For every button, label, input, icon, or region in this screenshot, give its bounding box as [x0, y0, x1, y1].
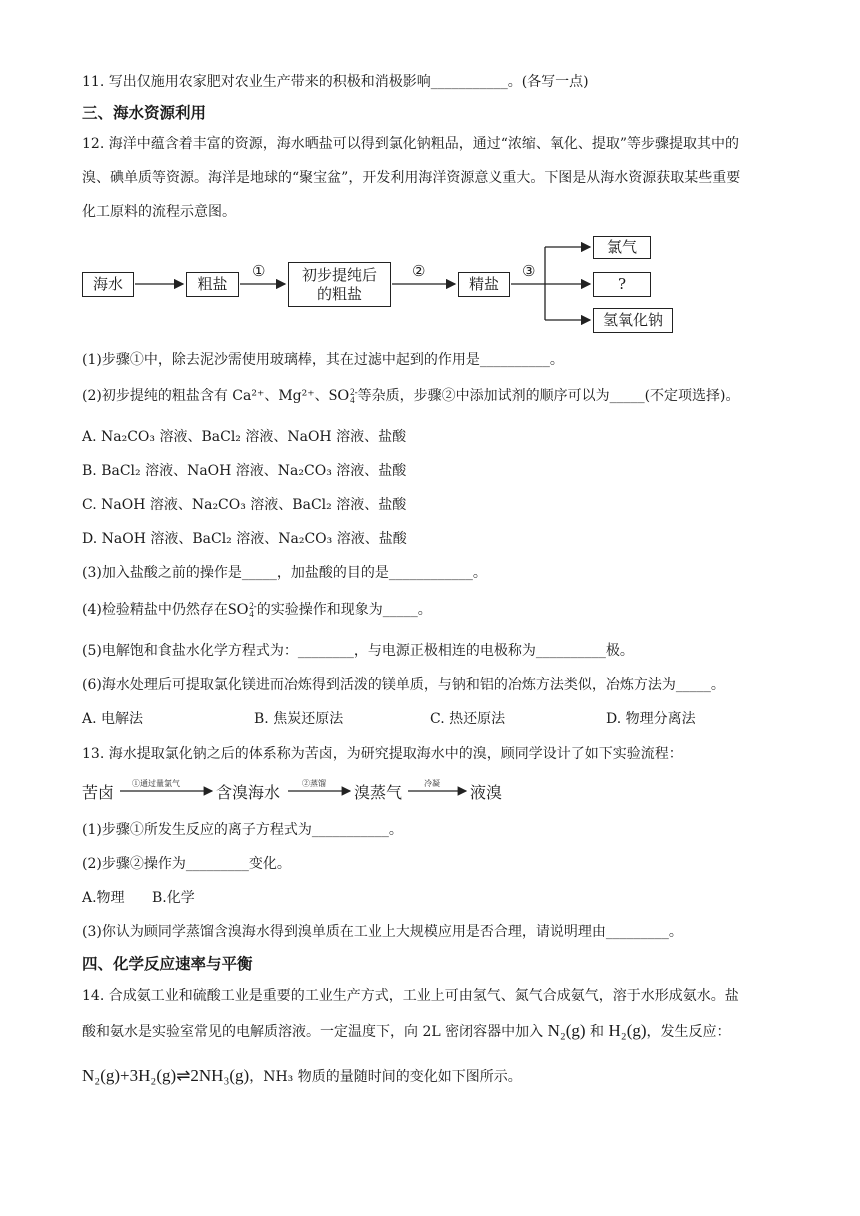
q12-6-option-a: A. 电解法 [82, 711, 144, 727]
q14-and: 和 [590, 1024, 605, 1040]
equation-rhs: 2NH₃(g) [190, 1066, 250, 1085]
question-12-4 [82, 600, 432, 620]
q14-tail: ，NH₃ 物质的量随时间的变化如下图所示。 [249, 1069, 522, 1085]
question-12-line-3: 化工原料的流程示意图。 [82, 204, 236, 220]
sulfate-charge: 2- [350, 387, 358, 398]
question-14-line-1: 14. 合成氨工业和硫酸工业是重要的工业生产方式，工业上可由氢气、氮气合成氨气，溶于水形成氨水。盐 [82, 988, 739, 1004]
sulfate-ion-2 [228, 601, 257, 618]
flow-node-crude-salt: 粗盐 [186, 272, 239, 297]
question-13-2: (2)步骤②操作为_________变化。 [82, 856, 291, 872]
flow-node-chlorine: 氯气 [593, 236, 651, 259]
flow-node-purified-line-1: 初步提纯后 [301, 265, 377, 284]
question-12-1: (1)步骤①中，除去泥沙需使用玻璃棒，其在过滤中起到的作用是__________。 [82, 352, 564, 368]
question-13: 13. 海水提取氯化钠之后的体系称为苦卤，为研究提取海水中的溴，顾同学设计了如下实验流程： [82, 746, 683, 762]
question-12-3: (3)加入盐酸之前的操作是_____，加盐酸的目的是____________。 [82, 565, 487, 581]
q12-2-option-c: C. NaOH 溶液、Na₂CO₃ 溶液、BaCl₂ 溶液、盐酸 [82, 497, 407, 513]
question-12-line-1: 12. 海洋中蕴含着丰富的资源，海水晒盐可以得到氯化钠粗品，通过“浓缩、氧化、提取”等步骤提取其中的 [82, 136, 740, 152]
flow-step-2-label: ② [412, 262, 426, 280]
flow2-step-3-label: 冷凝 [424, 779, 440, 788]
q12-6-option-c: C. 热还原法 [430, 711, 506, 727]
equilibrium-arrow-icon: ⇌ [176, 1066, 191, 1086]
question-14-line-2 [82, 1021, 731, 1042]
question-11: 11. 写出仅施用农家肥对农业生产带来的积极和消极影响___________。(各写一点) [82, 74, 589, 90]
flow2-step-2-label: ②蒸馏 [302, 779, 326, 788]
question-12-6: (6)海水处理后可提取氯化镁进而冶炼得到活泼的镁单质，与钠和铝的冶炼方法类似，冶炼方法为_____。 [82, 677, 725, 693]
flow-node-unknown: ? [593, 272, 651, 297]
q12-4-pre: (4)检验精盐中仍然存在 [82, 602, 228, 618]
flow-step-3-label: ③ [522, 262, 536, 280]
sulfate-subscript: 4 [350, 395, 355, 406]
sulfate-base: SO [328, 387, 350, 404]
formula-n2-gas: N₂(g) [547, 1021, 586, 1040]
q14-line-2-text: 酸和氨水是实验室常见的电解质溶液。一定温度下，向 2L 密闭容器中加入 [82, 1024, 544, 1040]
flow2-bromine-vapor: 溴蒸气 [354, 783, 403, 802]
section-heading-3: 三、海水资源利用 [82, 104, 207, 122]
flow-step-1-label: ① [252, 262, 266, 280]
q12-6-option-b: B. 焦炭还原法 [254, 711, 344, 727]
question-12-2 [82, 386, 740, 406]
flow2-liquid-bromine: 液溴 [470, 783, 503, 802]
q12-4-post: 的实验操作和现象为_____。 [256, 602, 432, 618]
flow2-bromine-seawater: 含溴海水 [216, 783, 281, 802]
flow-node-refined-salt: 精盐 [458, 272, 510, 297]
q13-2-option-a: A.物理 [82, 890, 125, 906]
question-12-5: (5)电解饱和食盐水化学方程式为：________，与电源正极相连的电极称为__________极。 [82, 643, 634, 659]
q12-2-option-b: B. BaCl₂ 溶液、NaOH 溶液、Na₂CO₃ 溶液、盐酸 [82, 463, 407, 479]
flow-node-purified-line-2: 的粗盐 [316, 284, 362, 303]
section-heading-4: 四、化学反应速率与平衡 [82, 955, 253, 973]
flow-node-purified-crude-salt [288, 262, 391, 307]
flow2-step-1-label: ①通过量氯气 [132, 779, 180, 788]
question-14-line-3 [82, 1066, 522, 1087]
question-12-line-2: 溴、碘单质等资源。海洋是地球的“聚宝盆”，开发利用海洋资源意义重大。下图是从海水资源获取某些重要 [82, 170, 741, 186]
q12-2-option-d: D. NaOH 溶液、BaCl₂ 溶液、Na₂CO₃ 溶液、盐酸 [82, 531, 407, 547]
q13-2-option-b: B.化学 [152, 890, 195, 906]
sulfate-ion [329, 387, 358, 404]
flow2-bittern: 苦卤 [82, 783, 115, 802]
sulfate-charge-2: 2- [249, 601, 257, 612]
sulfate-subscript-2: 4 [249, 609, 254, 620]
flow-node-sodium-hydroxide: 氢氧化钠 [593, 308, 673, 333]
flow-node-seawater: 海水 [82, 272, 134, 297]
sulfate-base-2: SO [227, 601, 249, 618]
q12-2-option-a: A. Na₂CO₃ 溶液、BaCl₂ 溶液、NaOH 溶液、盐酸 [82, 429, 407, 445]
formula-h2-gas: H₂(g) [608, 1021, 647, 1040]
question-13-3: (3)你认为顾同学蒸馏含溴海水得到溴单质在工业上大规模应用是否合理，请说明理由_________。 [82, 924, 683, 940]
q14-reaction-label: ，发生反应： [646, 1024, 731, 1040]
question-13-1: (1)步骤①所发生反应的离子方程式为___________。 [82, 822, 403, 838]
q12-6-option-d: D. 物理分离法 [606, 711, 696, 727]
q12-2-pre: (2)初步提纯的粗盐含有 Ca²⁺、Mg²⁺、 [82, 388, 329, 404]
equation-lhs: N₂(g)+3H₂(g) [82, 1066, 177, 1085]
q12-2-post: 等杂质，步骤②中添加试剂的顺序可以为_____(不定项选择)。 [357, 388, 740, 404]
